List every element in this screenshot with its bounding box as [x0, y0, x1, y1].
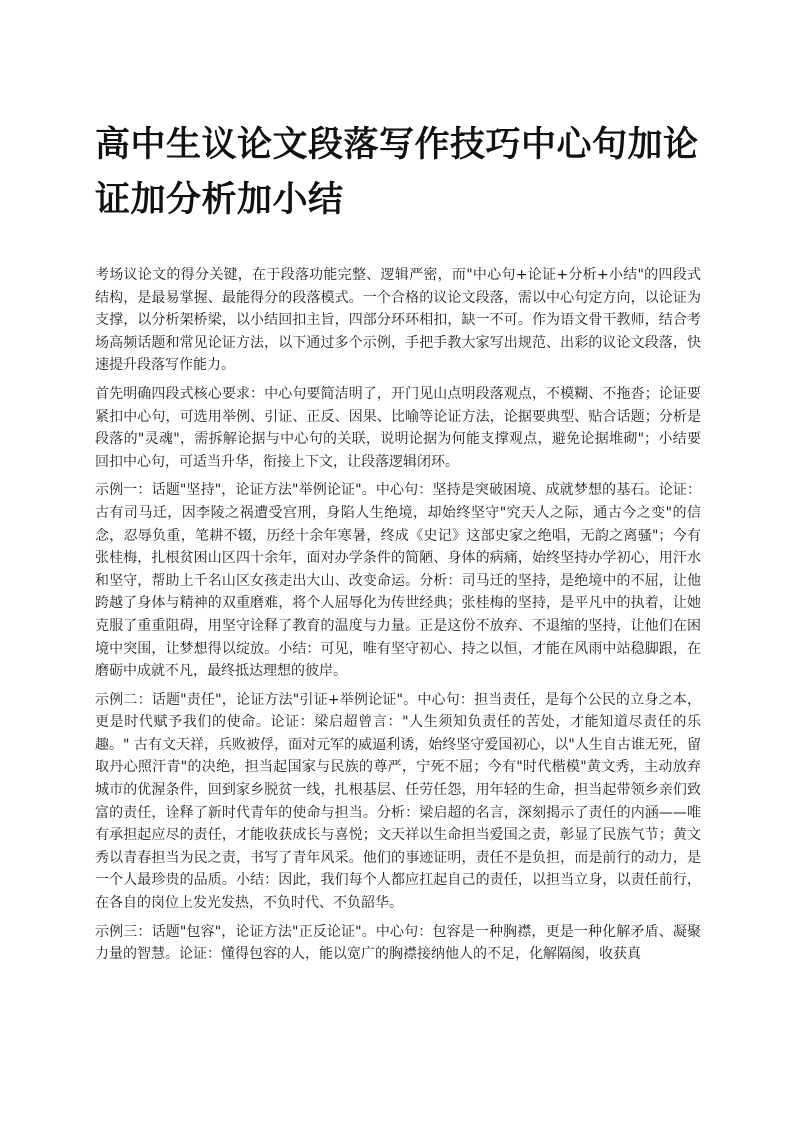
- document-body: [95, 264, 701, 972]
- paragraph-example-2: 示例二：话题"责任"，论证方法"引证+举例论证"。中心句：担当责任，是每个公民的立身之本，更是时代赋予我们的使命。论证：梁启超曾言："人生须知负责任的苦处，才能知道尽责任的乐趣。" 古有文天祥，兵败被俘，面对元军的威逼利诱，始终坚守爱国初心，以"人生自古谁无死，留取丹心照汗青"的决绝，担当起国家与民族的尊严，宁死不屈；今有"时代楷模"黄文秀，主动放弃城市的优渥条件，回到家乡脱贫一线，扎根基层、任劳任怨，用年轻的生命，担当起带领乡亲们致富的责任，诠释了新时代青年的使命与担当。分析：梁启超的名言，深刻揭示了责任的内涵——唯有承担起应尽的责任，才能收获成长与喜悦；文天祥以生命担当爱国之责，彰显了民族气节；黄文秀以青春担当为民之责，书写了青年风采。他们的事迹证明，责任不是负担，而是前行的动力，是一个人最珍贵的品质。小结：因此，我们每个人都应扛起自己的责任，以担当立身，以责任前行，在各自的岗位上发光发热，不负时代、不负韶华。: [95, 691, 701, 912]
- paragraph-requirements: 首先明确四段式核心要求：中心句要简洁明了，开门见山点明段落观点，不模糊、不拖沓；论证要紧扣中心句，可选用举例、引证、正反、因果、比喻等论证方法，论据要典型、贴合话题；分析是段落的"灵魂"，需拆解论据与中心句的关联，说明论据为何能支撑观点，避免论据堆砌"；小结要回扣中心句，可适当升华，衔接上下文，让段落逻辑闭环。: [95, 385, 701, 470]
- paragraph-example-3: 示例三：话题"包容"，论证方法"正反论证"。中心句：包容是一种胸襟，更是一种化解矛盾、凝聚力量的智慧。论证：懂得包容的人，能以宽广的胸襟接纳他人的不足，化解隔阂，收获真: [95, 923, 701, 963]
- document-title: 高中生议论文段落写作技巧中心句加论证加分析加小结: [95, 125, 699, 220]
- paragraph-intro: 考场议论文的得分关键，在于段落功能完整、逻辑严密，而"中心句+论证+分析+小结"的四段式结构，是最易掌握、最能得分的段落模式。一个合格的议论文段落，需以中心句定方向，以论证为支撑，以分析架桥梁，以小结回扣主旨，四部分环环相扣，缺一不可。作为语文骨干教师，结合考场高频话题和常见论证方法，以下通过多个示例，手把手教大家写出规范、出彩的议论文段落，快速提升段落写作能力。: [95, 267, 701, 374]
- paragraph-example-1: 示例一：话题"坚持"，论证方法"举例论证"。中心句：坚持是突破困境、成就梦想的基石。论证：古有司马迁，因李陵之祸遭受宫刑，身陷人生绝境，却始终坚守"究天人之际，通古今之变"的信念，忍辱负重，笔耕不辍，历经十余年寒暑，终成《史记》这部史家之绝唱，无韵之离骚"；今有张桂梅，扎根贫困山区四十余年，面对办学条件的简陋、身体的病痛，始终坚持办学初心，用汗水和坚守，帮助上千名山区女孩走出大山、改变命运。分析：司马迁的坚持，是绝境中的不屈，让他跨越了身体与精神的双重磨难，将个人屈辱化为传世经典；张桂梅的坚持，是平凡中的执着，让她克服了重重阻碍，用坚守诠释了教育的温度与力量。正是这份不放弃、不退缩的坚持，让他们在困境中突围，让梦想得以绽放。小结：可见，唯有坚守初心、持之以恒，才能在风雨中站稳脚跟，在磨砺中成就不凡，最终抵达理想的彼岸。: [95, 482, 701, 680]
